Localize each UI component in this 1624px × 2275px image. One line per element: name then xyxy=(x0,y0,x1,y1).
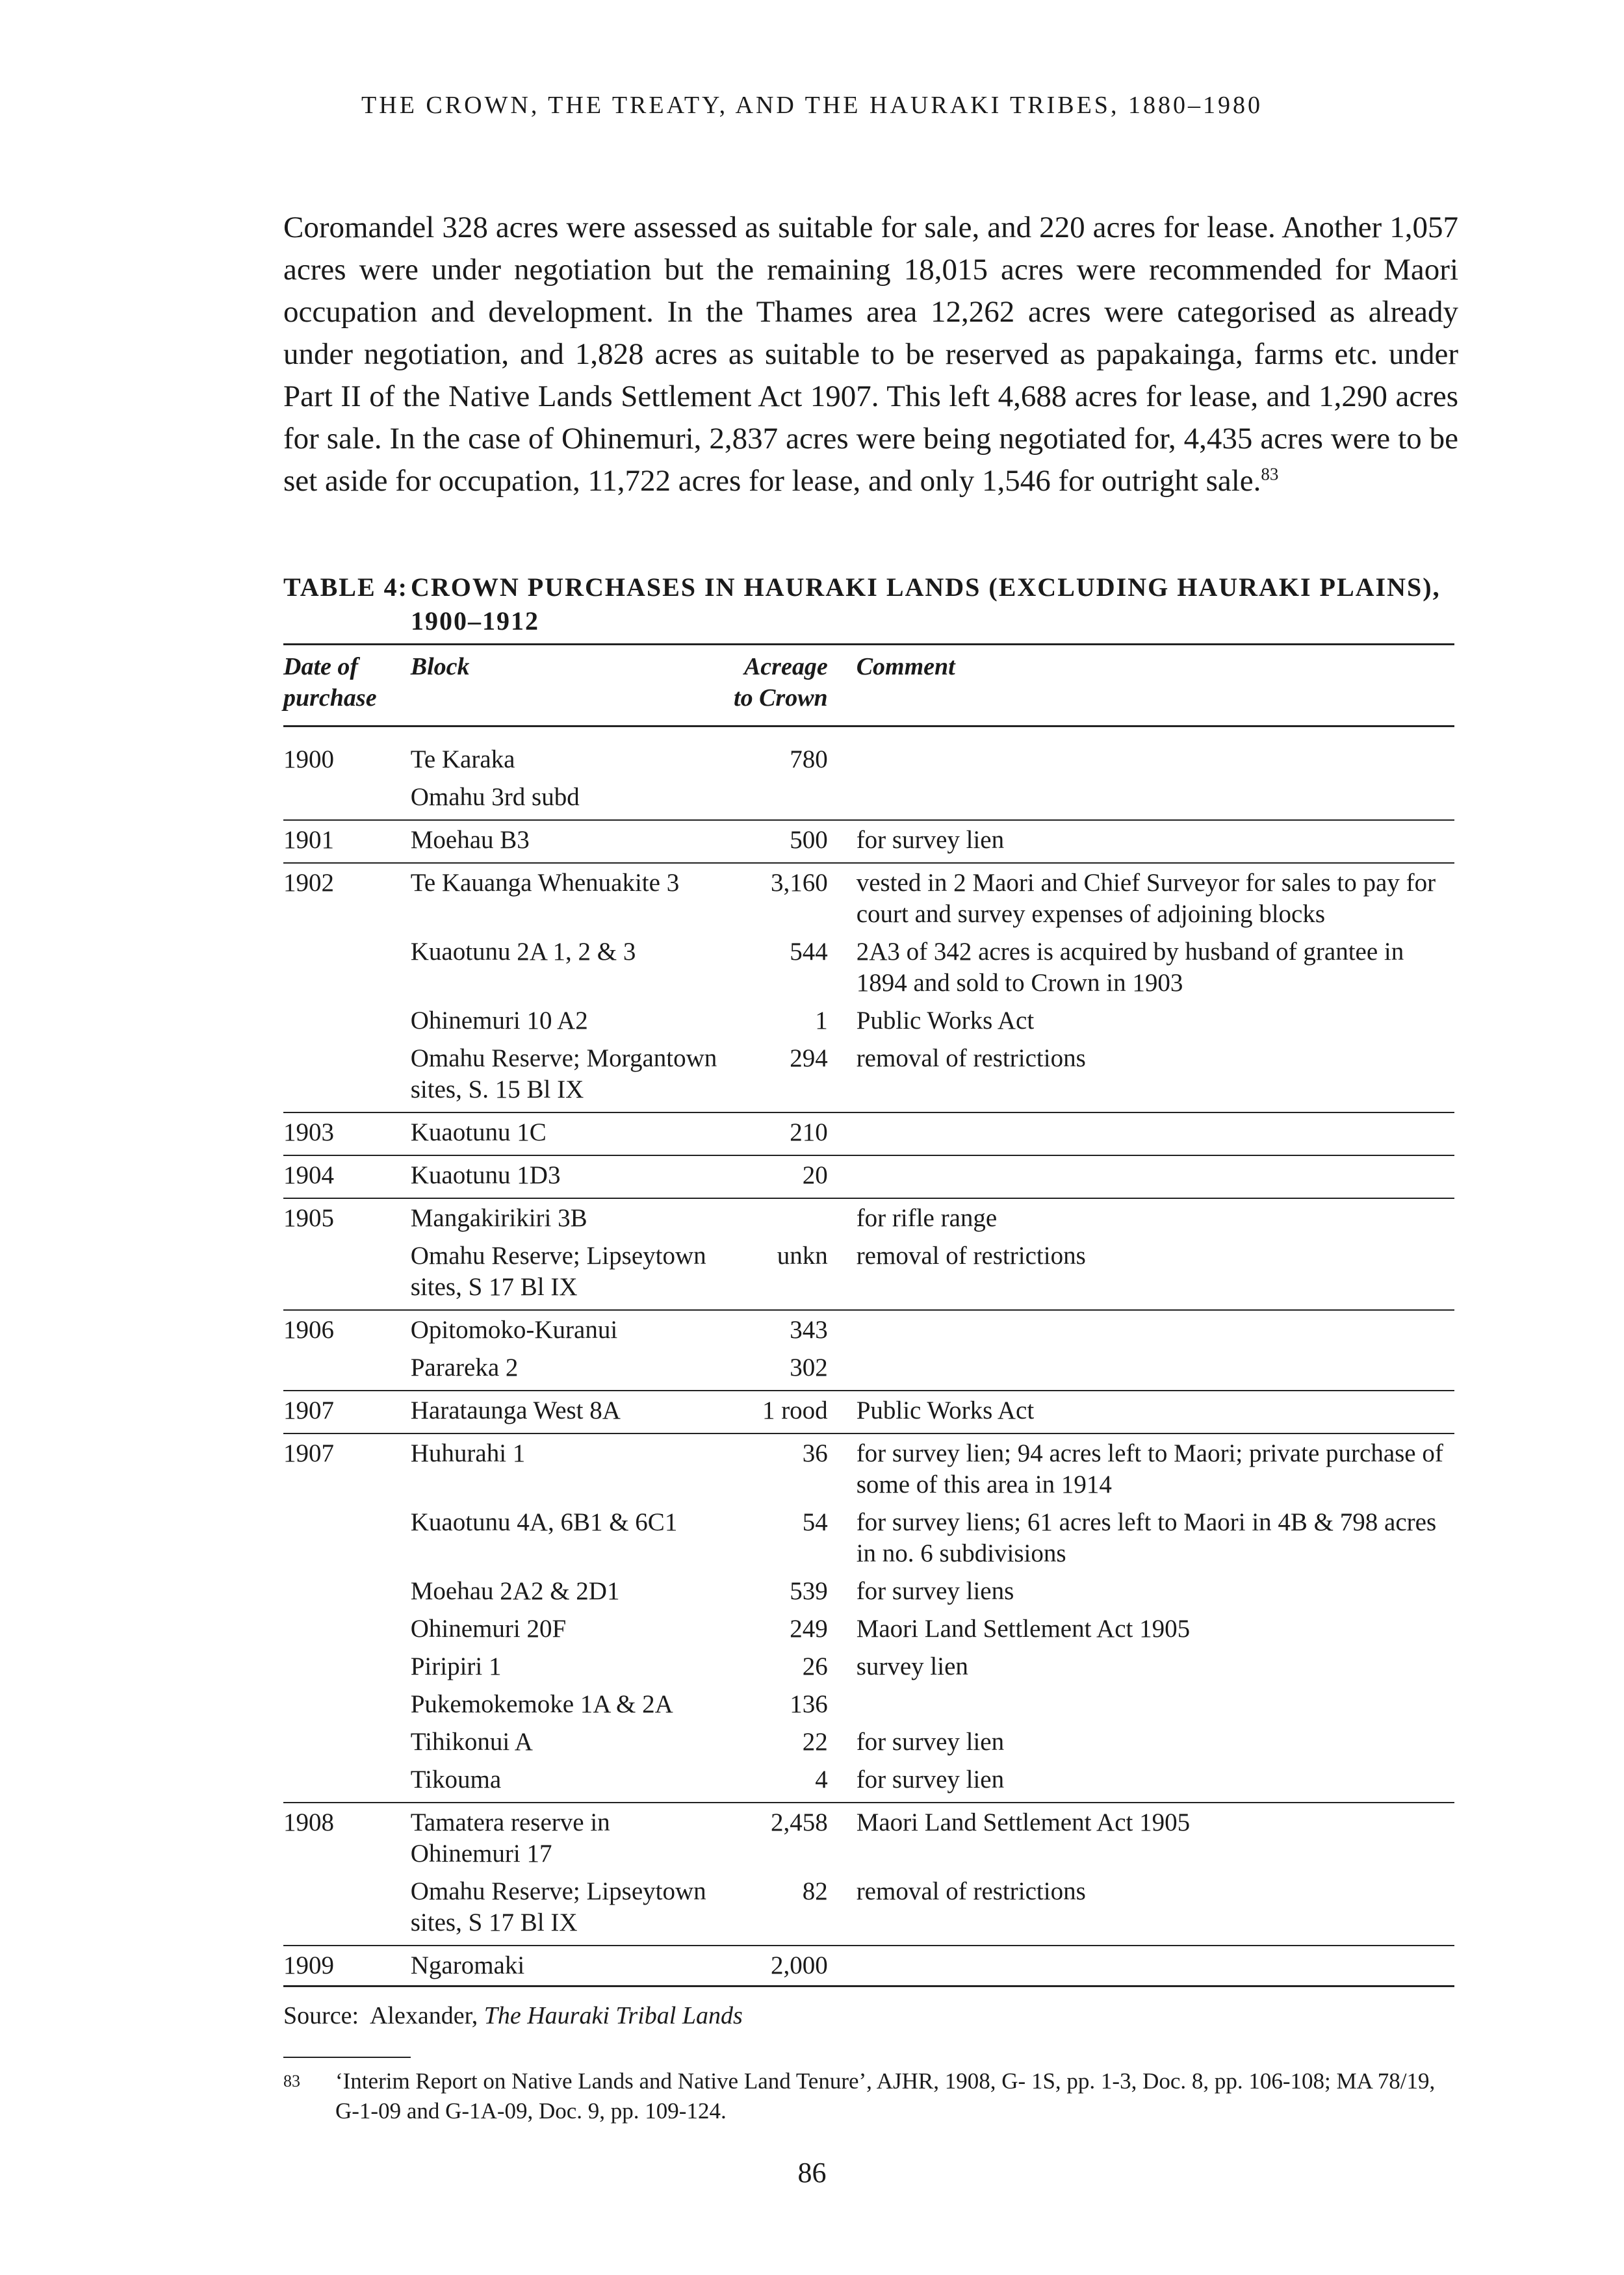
cell-date: 1907 xyxy=(283,1391,411,1433)
footnote-rule xyxy=(283,2057,411,2058)
cell-block: Kuaotunu 1D3 xyxy=(411,1155,719,1198)
table-row xyxy=(283,782,1454,820)
cell-date xyxy=(283,1507,411,1576)
footnote xyxy=(283,2066,1453,2126)
table-row xyxy=(283,820,1454,863)
footnote-reference[interactable]: 83 xyxy=(1261,464,1279,484)
table-row xyxy=(283,936,1454,1005)
body-paragraph xyxy=(283,207,1458,502)
table-row xyxy=(283,1576,1454,1613)
paragraph-text: Coromandel 328 acres were assessed as suitable for sale, and 220 acres for lease. Another 1,057 acres were under negotiation but the remaining 18,015 acres were recommended for Maori occupation and development. In the Thames area 12,262 acres were categorised as already under negotiation, and 1,828 acres as suitable to be reserved as papakainga, farms etc. under Part II of the Native Lands Settlement Act 1907. This left 4,688 acres for lease, and 1,290 acres for sale. In the case of Ohinemuri, 2,837 acres were being negotiated for, 4,435 acres were to be set aside for occupation, 11,722 acres for lease, and only 1,546 for outright sale. xyxy=(283,211,1458,498)
cell-acreage: 26 xyxy=(802,1652,828,1680)
cell-acreage: 54 xyxy=(802,1508,828,1536)
cell-acreage: 2,458 xyxy=(719,1803,847,1876)
cell-date xyxy=(283,1576,411,1613)
cell-block: Tikouma xyxy=(410,1766,502,1793)
table-row xyxy=(283,1112,1454,1155)
table-row xyxy=(283,1727,1454,1764)
cell-block: Ohinemuri 20F xyxy=(410,1615,567,1643)
cell-date xyxy=(283,1651,411,1689)
cell-date xyxy=(283,1876,411,1946)
header-acreage: Acreage to Crown xyxy=(734,653,828,712)
cell-date xyxy=(283,1689,411,1727)
cell-date: 1906 xyxy=(283,1310,411,1352)
table-row xyxy=(283,1764,1454,1803)
cell-block: Opitomoko-Kuranui xyxy=(411,1310,719,1352)
cell-comment: for survey liens xyxy=(856,1577,1014,1605)
table-label: TABLE 4: xyxy=(283,572,408,602)
cell-acreage: 343 xyxy=(719,1310,847,1352)
table-row xyxy=(283,1803,1454,1876)
cell-date xyxy=(283,1613,411,1651)
cell-comment: for survey lien; 94 acres left to Maori; private purchase of some of this area in 1914 xyxy=(847,1433,1454,1507)
cell-date xyxy=(283,1240,411,1310)
cell-comment xyxy=(847,782,1454,820)
table-row xyxy=(283,1043,1454,1112)
table-row xyxy=(283,1651,1454,1689)
cell-acreage: 1 rood xyxy=(719,1391,847,1433)
cell-comment: for survey liens; 61 acres left to Maori in 4B & 798 acres in no. 6 subdivisions xyxy=(856,1508,1437,1567)
cell-acreage: 302 xyxy=(790,1354,828,1382)
cell-acreage: 20 xyxy=(719,1155,847,1198)
cell-comment: removal of restrictions xyxy=(856,1044,1086,1072)
cell-acreage: unkn xyxy=(777,1242,828,1270)
cell-date: 1903 xyxy=(283,1112,411,1155)
cell-block: Moehau 2A2 & 2D1 xyxy=(410,1577,620,1605)
table-row xyxy=(283,1198,1454,1240)
cell-comment: for survey lien xyxy=(856,1766,1005,1793)
cell-comment: survey lien xyxy=(856,1652,968,1680)
cell-block: Harataunga West 8A xyxy=(411,1391,719,1433)
cell-block: Omahu 3rd subd xyxy=(410,783,580,811)
cell-block: Kuaotunu 4A, 6B1 & 6C1 xyxy=(410,1508,678,1536)
cell-acreage: 249 xyxy=(790,1615,828,1643)
cell-comment: Maori Land Settlement Act 1905 xyxy=(856,1615,1191,1643)
cell-acreage: 3,160 xyxy=(719,863,847,936)
table-row xyxy=(283,1310,1454,1352)
cell-date xyxy=(283,1005,411,1043)
cell-acreage: 1 xyxy=(815,1007,828,1035)
cell-comment xyxy=(847,1310,1454,1352)
cell-comment xyxy=(847,1112,1454,1155)
cell-date: 1900 xyxy=(283,745,334,773)
table-row xyxy=(283,1876,1454,1946)
cell-comment: Public Works Act xyxy=(847,1391,1454,1433)
cell-block: Kuaotunu 1C xyxy=(411,1112,719,1155)
cell-date xyxy=(283,936,411,1005)
running-head: THE CROWN, THE TREATY, AND THE HAURAKI TRIBES, 1880–1980 xyxy=(361,92,1263,119)
cell-date: 1907 xyxy=(283,1433,411,1507)
cell-date: 1905 xyxy=(283,1198,411,1240)
cell-acreage: 210 xyxy=(719,1112,847,1155)
cell-acreage xyxy=(719,1198,847,1240)
cell-date xyxy=(283,1727,411,1764)
table-title-text: CROWN PURCHASES IN HAURAKI LANDS (EXCLUDING HAURAKI PLAINS), 1900–1912 xyxy=(411,572,1441,636)
cell-acreage: 539 xyxy=(790,1577,828,1605)
cell-block: Huhurahi 1 xyxy=(411,1433,719,1507)
cell-block: Pukemokemoke 1A & 2A xyxy=(410,1690,673,1718)
table-row xyxy=(283,1433,1454,1507)
cell-acreage: 22 xyxy=(802,1728,828,1756)
table-row xyxy=(283,1689,1454,1727)
cell-comment xyxy=(847,726,1454,782)
cell-block: Moehau B3 xyxy=(411,820,719,863)
cell-date: 1902 xyxy=(283,863,411,936)
cell-block: Tihikonui A xyxy=(410,1728,533,1756)
cell-block: Kuaotunu 2A 1, 2 & 3 xyxy=(410,938,636,966)
footnote-number: 83 xyxy=(283,2072,300,2090)
cell-acreage: 36 xyxy=(719,1433,847,1507)
cell-block: Tamatera reserve in Ohinemuri 17 xyxy=(411,1803,719,1876)
cell-block: Te Karaka xyxy=(410,745,515,773)
cell-acreage: 136 xyxy=(790,1690,828,1718)
cell-acreage: 500 xyxy=(719,820,847,863)
cell-comment: removal of restrictions xyxy=(856,1877,1086,1905)
cell-comment: for survey lien xyxy=(856,1728,1005,1756)
table-title xyxy=(283,571,1460,638)
cell-comment: removal of restrictions xyxy=(856,1242,1086,1270)
cell-date: 1901 xyxy=(283,820,411,863)
table-body xyxy=(283,726,1454,1986)
cell-acreage: 2,000 xyxy=(719,1946,847,1986)
cell-block: Te Kauanga Whenuakite 3 xyxy=(411,863,719,936)
cell-block: Omahu Reserve; Morgantown sites, S. 15 Bl IX xyxy=(410,1044,717,1103)
source-label: Source: xyxy=(283,2002,359,2029)
cell-date: 1909 xyxy=(283,1946,411,1986)
cell-block: Ngaromaki xyxy=(411,1946,719,1986)
cell-comment xyxy=(847,1155,1454,1198)
table-row xyxy=(283,1155,1454,1198)
cell-acreage xyxy=(719,782,847,820)
cell-comment: vested in 2 Maori and Chief Surveyor for sales to pay for court and survey expenses of adjoining blocks xyxy=(847,863,1454,936)
table-row xyxy=(283,726,1454,782)
cell-date xyxy=(283,782,411,820)
cell-block: Mangakirikiri 3B xyxy=(411,1198,719,1240)
table-header-row xyxy=(283,651,1454,726)
table-row xyxy=(283,1946,1454,1986)
cell-block: Omahu Reserve; Lipseytown sites, S 17 Bl IX xyxy=(410,1242,706,1301)
table-row xyxy=(283,863,1454,936)
cell-comment xyxy=(847,1946,1454,1986)
table-row xyxy=(283,1005,1454,1043)
cell-comment: for survey lien xyxy=(847,820,1454,863)
footnote-text: ‘Interim Report on Native Lands and Native Land Tenure’, AJHR, 1908, G- 1S, pp. 1-3, Doc. 8, pp. 106-108; MA 78/19, G-1-09 and G-1A-09, Doc. 9, pp. 109-124. xyxy=(335,2068,1436,2124)
source-author: Alexander, xyxy=(369,2002,478,2029)
header-block: Block xyxy=(410,653,470,680)
cell-comment: 2A3 of 342 acres is acquired by husband of grantee in 1894 and sold to Crown in 1903 xyxy=(856,938,1404,997)
cell-comment xyxy=(847,1352,1454,1391)
table-row xyxy=(283,1507,1454,1576)
cell-comment: Maori Land Settlement Act 1905 xyxy=(847,1803,1454,1876)
source-work: The Hauraki Tribal Lands xyxy=(483,2002,743,2029)
cell-acreage: 4 xyxy=(815,1766,828,1793)
header-date: Date of purchase xyxy=(283,653,377,712)
header-comment: Comment xyxy=(856,653,955,680)
cell-date xyxy=(283,1352,411,1391)
table-row xyxy=(283,1391,1454,1433)
table-row xyxy=(283,1613,1454,1651)
cell-date: 1908 xyxy=(283,1803,411,1876)
table-row xyxy=(283,1240,1454,1310)
table-top-rule xyxy=(283,643,1454,645)
cell-acreage: 294 xyxy=(790,1044,828,1072)
cell-block: Piripiri 1 xyxy=(410,1652,502,1680)
cell-comment: Public Works Act xyxy=(856,1007,1035,1035)
cell-date: 1904 xyxy=(283,1155,411,1198)
cell-comment: for rifle range xyxy=(847,1198,1454,1240)
cell-block: Parareka 2 xyxy=(410,1354,519,1382)
table-row xyxy=(283,1352,1454,1391)
cell-comment xyxy=(847,1689,1454,1727)
cell-acreage: 82 xyxy=(802,1877,828,1905)
table-source xyxy=(283,2001,743,2030)
cell-block: Omahu Reserve; Lipseytown sites, S 17 Bl IX xyxy=(410,1877,706,1936)
crown-purchases-table xyxy=(283,651,1454,1987)
cell-date xyxy=(283,1764,411,1803)
cell-acreage: 780 xyxy=(790,745,828,773)
cell-block: Ohinemuri 10 A2 xyxy=(410,1007,588,1035)
page-number: 86 xyxy=(797,2157,827,2189)
cell-date xyxy=(283,1043,411,1112)
cell-acreage: 544 xyxy=(790,938,828,966)
